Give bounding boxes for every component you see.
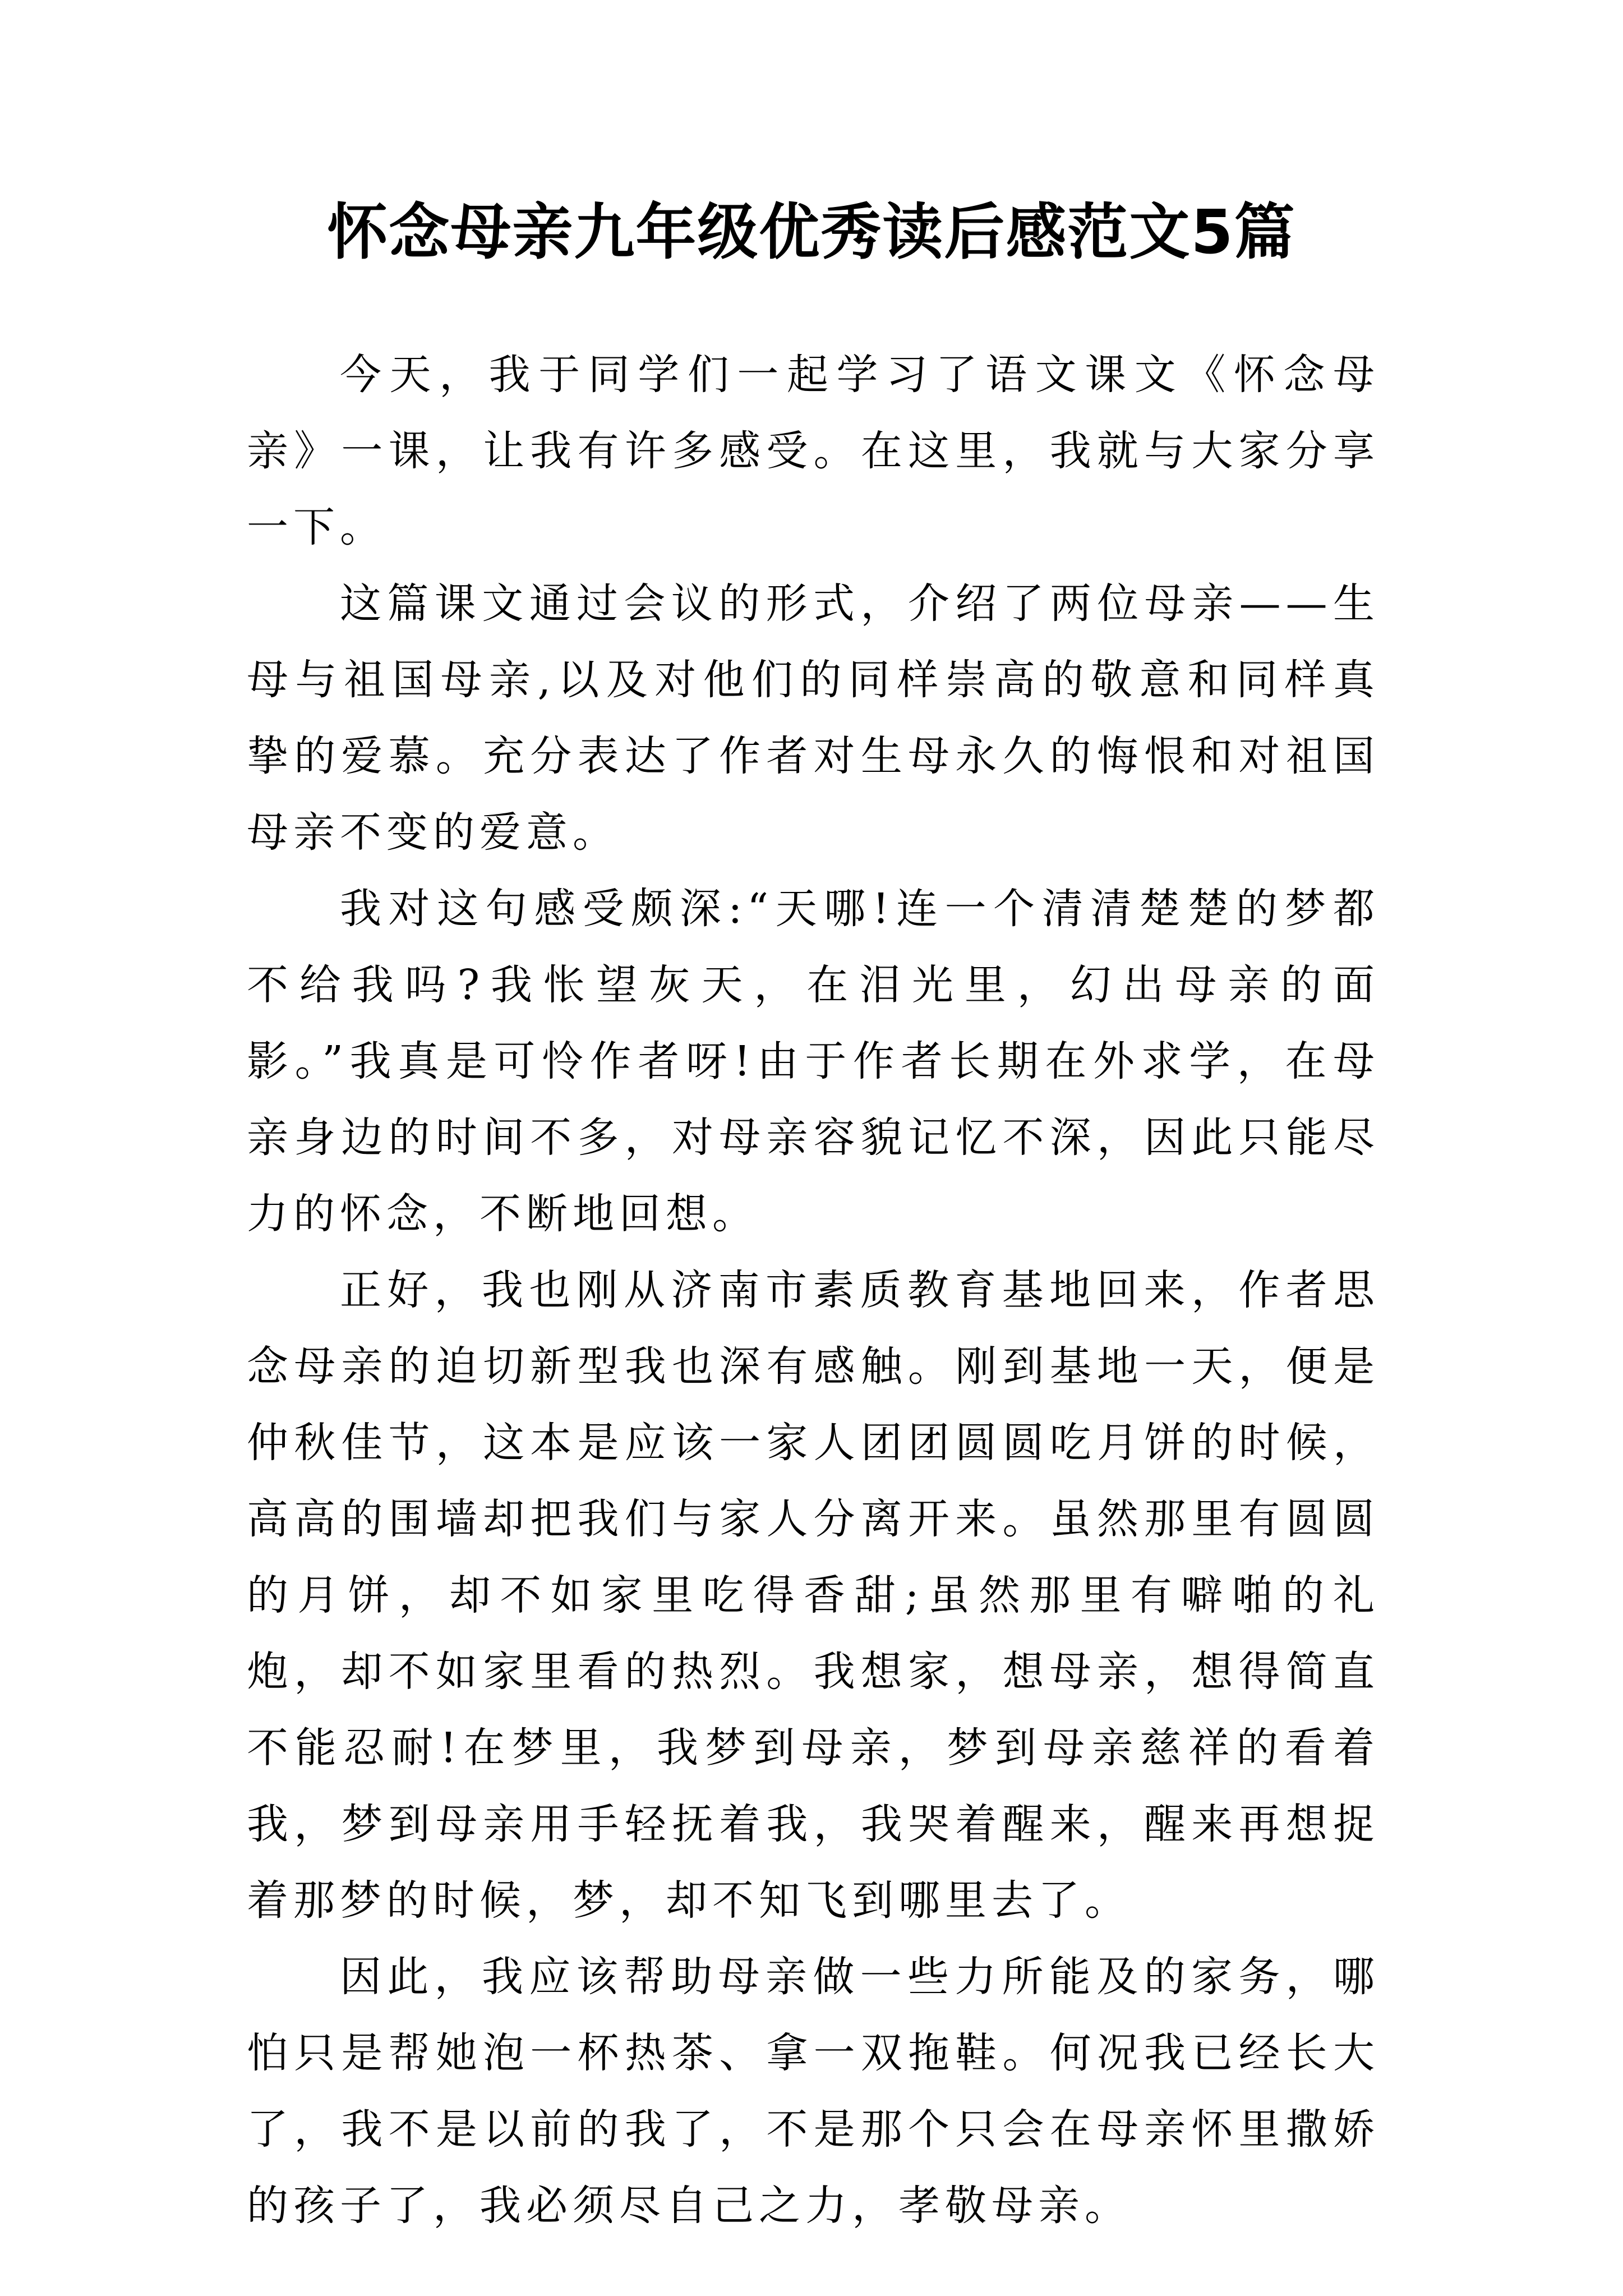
paragraph: 今天，我于同学们一起学习了语文课文《怀念母亲》一课，让我有许多感受。在这里，我就与大家分享一下。 (247, 351, 1380, 551)
document-body (247, 337, 1380, 2244)
paragraph: 正好，我也刚从济南市素质教育基地回来，作者思念母亲的迫切新型我也深有感触。刚到基地一天，便是仲秋佳节，这本是应该一家人团团圆圆吃月饼的时候，高高的围墙却把我们与家人分离开来。虽然那里有圆圆的月饼，却不如家里吃得香甜;虽然那里有噼啪的礼炮，却不如家里看的热烈。我想家，想母亲，想得简直不能忍耐!在梦里，我梦到母亲，梦到母亲慈祥的看着我，梦到母亲用手轻抚着我，我哭着醒来，醒来再想捉着那梦的时候，梦，却不知飞到哪里去了。 (247, 1266, 1380, 1925)
paragraph: 因此，我应该帮助母亲做一些力所能及的家务，哪怕只是帮她泡一杯热茶、拿一双拖鞋。何况我已经长大了，我不是以前的我了，不是那个只会在母亲怀里撒娇的孩子了，我必须尽自己之力，孝敬母亲。 (247, 1953, 1380, 2230)
document-title: 怀念母亲九年级优秀读后感范文5篇 (327, 197, 1296, 268)
paragraph: 这篇课文通过会议的形式，介绍了两位母亲——生母与祖国母亲,以及对他们的同样崇高的敬意和同样真挚的爱慕。充分表达了作者对生母永久的悔恨和对祖国母亲不变的爱意。 (247, 579, 1380, 857)
paragraph: 我对这句感受颇深:“天哪!连一个清清楚楚的梦都不给我吗?我怅望灰天，在泪光里，幻出母亲的面影。”我真是可怜作者呀!由于作者长期在外求学，在母亲身边的时间不多，对母亲容貌记忆不深，因此只能尽力的怀念，不断地回想。 (247, 885, 1380, 1238)
